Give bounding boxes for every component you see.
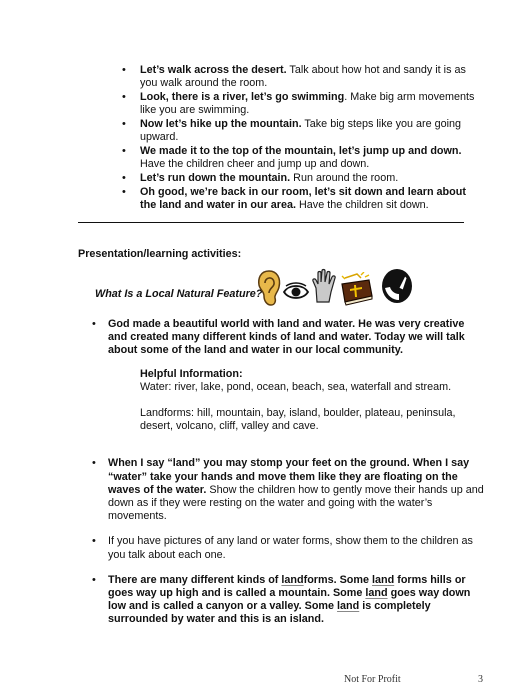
bullet-bold-text: Let’s walk across the desert. xyxy=(140,64,287,76)
bullet-text: Run around the room. xyxy=(290,172,399,184)
landforms-list-text: Landforms: hill, mountain, bay, island, boulder, plateau, peninsula, desert, volcano, cliff, valley and cave. xyxy=(140,407,456,433)
learning-activity-list xyxy=(108,318,486,639)
helpful-information-title: Helpful Information: xyxy=(140,367,243,380)
list-item xyxy=(140,91,480,117)
bullet-text: If you have pictures of any land or water forms, show them to the children as you talk about each one. xyxy=(108,535,473,561)
list-item xyxy=(140,118,480,144)
bullet-bold-text: We made it to the top of the mountain, let’s jump up and down. xyxy=(140,145,462,157)
list-item xyxy=(108,318,486,433)
hand-icon xyxy=(311,268,337,304)
bullet-text: . Make big arm movements like you are swimming. xyxy=(140,91,475,117)
list-item xyxy=(140,172,480,185)
bullet-bold-text: There are many different kinds of landforms. Some land forms hills or goes way up high and is called a mountain. Some land goes way down low and is called a canyon or a valley. Some land is completely surrounded by water and this is an island. xyxy=(108,573,471,626)
list-item xyxy=(140,186,480,212)
helpful-information-block xyxy=(140,368,460,434)
bullet-bold-text: Now let’s hike up the mountain. xyxy=(140,118,302,130)
bullet-bold-text: Look, there is a river, let’s go swimming xyxy=(140,91,345,103)
ear-icon xyxy=(255,268,283,308)
bullet-bold-text: When I say “land” you may stomp your feet on the ground. When I say “water” take your hands and move them like they are floating on the waves of the water. xyxy=(108,457,470,496)
section-header xyxy=(95,268,425,310)
section-subtitle: What Is a Local Natural Feature? xyxy=(95,288,263,300)
horizontal-divider xyxy=(78,222,464,223)
list-item xyxy=(140,145,480,171)
bullet-bold-text: Let’s run down the mountain. xyxy=(140,172,291,184)
bullet-text: Have the children cheer and jump up and down. xyxy=(140,158,370,171)
list-item xyxy=(140,64,480,90)
water-list-text: Water: river, lake, pond, ocean, beach, sea, waterfall and stream. xyxy=(140,380,452,393)
eye-icon xyxy=(283,282,309,302)
praying-head-icon xyxy=(379,268,413,306)
bible-icon xyxy=(339,272,375,306)
bullet-text: Take big steps like you are going upward. xyxy=(140,118,462,144)
section-title: Presentation/learning activities: xyxy=(78,248,242,260)
footer-label: Not For Profit xyxy=(344,674,401,685)
bullet-text: Show the children how to gently move their hands up and down as if they were resting on the water and going with the water’s movements. xyxy=(108,483,484,523)
bullet-bold-text: Oh good, we’re back in our room, let’s sit down and learn about the land and water in our area. xyxy=(140,185,466,211)
icon-strip xyxy=(255,268,415,308)
page-number: 3 xyxy=(478,674,483,685)
list-item xyxy=(108,457,486,523)
list-item xyxy=(108,535,486,561)
bullet-bold-text: God made a beautiful world with land and water. He was very creative and created many different kinds of land and water. Today we will talk about some of the land and water in our local community. xyxy=(108,318,465,357)
bullet-text: Talk about how hot and sandy it is as you walk around the room. xyxy=(140,64,466,90)
list-item xyxy=(108,574,486,627)
bullet-text: Have the children sit down. xyxy=(296,199,429,211)
activity-bullet-list xyxy=(140,64,480,213)
